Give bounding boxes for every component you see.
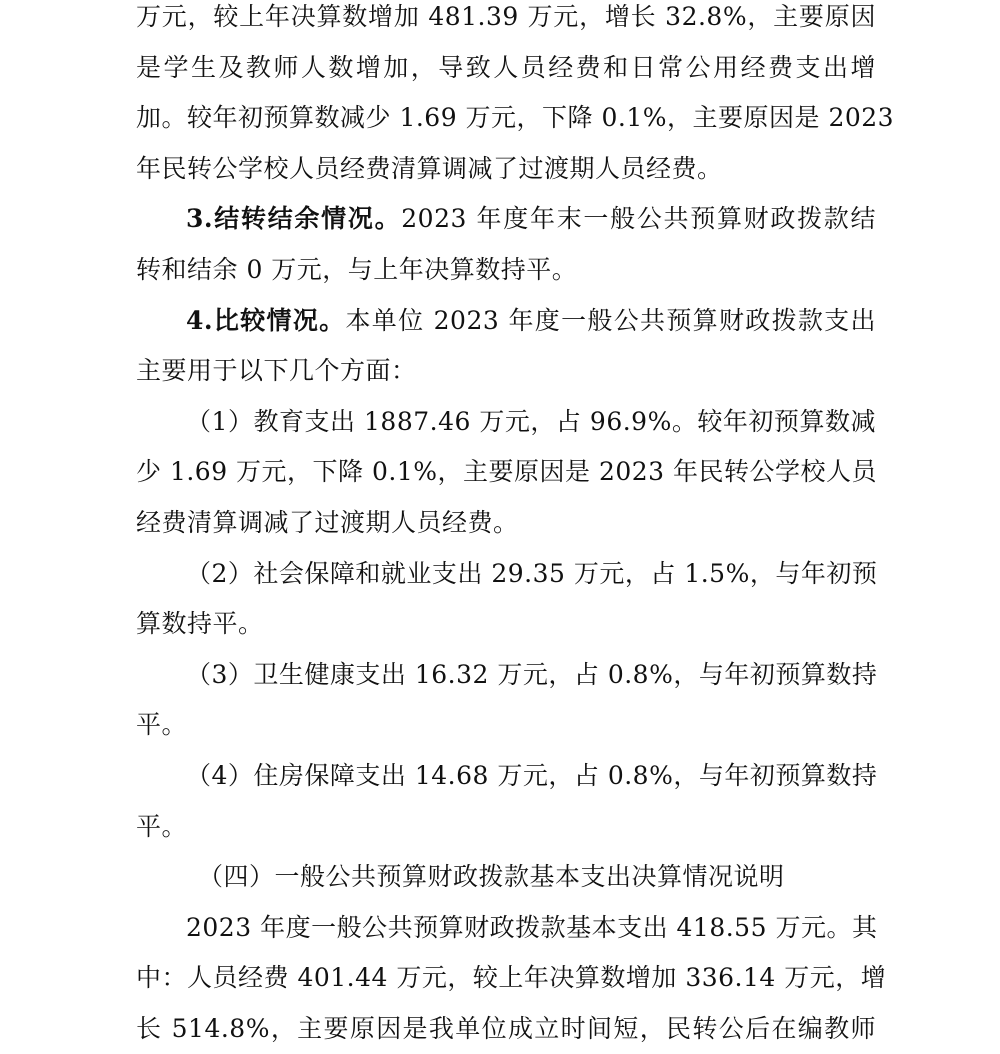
heading-text: （四）一般公共预算财政拨款基本支出决算情况说明	[198, 862, 785, 892]
line-text: （4）住房保障支出 14.68 万元，占 0.8%，与年初预算数持	[186, 760, 878, 790]
section-title: 4.比较情况。	[186, 305, 346, 335]
section-title: 3.结转结余情况。	[186, 204, 402, 234]
line-text: 少 1.69 万元，下降 0.1%，主要原因是 2023 年民转公学校人员	[136, 457, 878, 487]
text-line	[136, 549, 876, 600]
text-line	[136, 650, 876, 701]
line-text: 主要用于以下几个方面：	[136, 356, 417, 386]
text-line	[136, 43, 876, 94]
line-text: 算数持平。	[136, 609, 264, 639]
text-line	[136, 751, 876, 802]
text-line	[136, 1004, 876, 1054]
line-text: 中：人员经费 401.44 万元，较上年决算数增加 336.14 万元，增	[136, 963, 887, 993]
text-line	[136, 802, 876, 853]
section-heading	[136, 852, 876, 903]
text-line	[136, 0, 876, 43]
text-line	[136, 194, 876, 245]
line-text: 经费清算调减了过渡期人员经费。	[136, 507, 519, 537]
text-line	[136, 144, 876, 195]
line-text: （1）教育支出 1887.46 万元，占 96.9%。较年初预算数减	[186, 406, 876, 436]
text-line	[136, 296, 876, 347]
line-text: （2）社会保障和就业支出 29.35 万元，占 1.5%，与年初预	[186, 558, 878, 588]
text-line	[136, 953, 887, 1004]
text-line	[136, 498, 876, 549]
line-text: 2023 年度一般公共预算财政拨款基本支出 418.55 万元。其	[186, 912, 878, 942]
text-line	[136, 903, 876, 954]
text-line	[136, 599, 876, 650]
line-text: 本单位 2023 年度一般公共预算财政拨款支出	[345, 305, 876, 335]
text-line	[136, 397, 876, 448]
line-text: 长 514.8%，主要原因是我单位成立时间短，民转公后在编教师	[136, 1013, 876, 1043]
line-text: 是学生及教师人数增加，导致人员经费和日常公用经费支出增	[136, 52, 876, 82]
text-line	[136, 447, 876, 498]
line-text: 2023 年度年末一般公共预算财政拨款结	[401, 204, 876, 234]
text-line	[136, 93, 895, 144]
line-text: 平。	[136, 811, 188, 841]
text-line	[136, 700, 876, 751]
text-line	[136, 346, 876, 397]
line-text: 转和结余 0 万元，与上年决算数持平。	[136, 254, 578, 284]
line-text: 万元，较上年决算数增加 481.39 万元，增长 32.8%，主要原因	[136, 2, 876, 31]
body-text	[136, 0, 895, 1054]
line-text: 年民转公学校人员经费清算调减了过渡期人员经费。	[136, 153, 723, 183]
text-line	[136, 245, 876, 296]
line-text: 平。	[136, 710, 188, 740]
line-text: （3）卫生健康支出 16.32 万元，占 0.8%，与年初预算数持	[186, 659, 878, 689]
line-text: 加。较年初预算数减少 1.69 万元，下降 0.1%，主要原因是 2023	[136, 103, 895, 133]
